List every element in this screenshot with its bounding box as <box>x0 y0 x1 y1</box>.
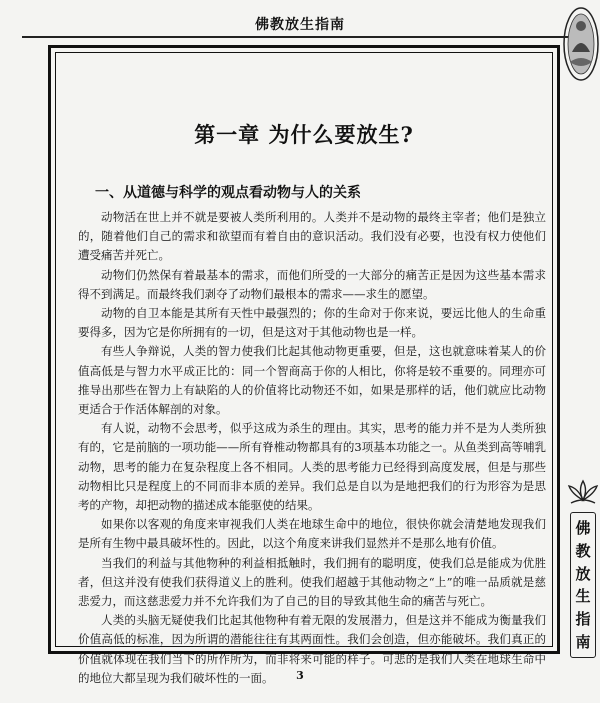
paragraph: 有些人争辩说，人类的智力使我们比起其他动物更重要，但是，这也就意味着某人的价值高低是与智力水平成正比的：同一个智商高于你的人相比，你将是较不重要的。同理亦可推导出那些在智力上有缺陷的人的价值将比动物还不如，如果是那样的话，他们就应比动物更适合于作活体解剖的对象。 <box>78 344 546 417</box>
side-title-char: 生 <box>575 587 591 606</box>
side-title-char: 指 <box>575 609 591 628</box>
side-title-char: 南 <box>575 632 591 651</box>
header-rule <box>22 36 582 38</box>
page-number: 3 <box>296 669 304 682</box>
buddha-emblem-icon <box>562 4 600 84</box>
paragraph: 动物的自卫本能是其所有天性中最强烈的；你的生命对于你来说，要远比他人的生命重要得多，因为它是你所拥有的一切，但是这对于其他动物也是一样。 <box>78 306 546 340</box>
paragraph: 动物们仍然保有着最基本的需求，而他们所受的一大部分的痛苦正是因为这些基本需求得不到满足。而最终我们剥夺了动物们最根本的需求——求生的愿望。 <box>78 267 546 301</box>
side-title-panel <box>570 512 596 658</box>
paragraph: 如果你以客观的角度来审视我们人类在地球生命中的地位，很快你就会清楚地发现我们是所有生物中最具破坏性的。因此，以这个角度来讲我们显然并不是那么地有价值。 <box>78 517 546 551</box>
paragraph: 人类的头脑无疑使我们比起其他物种有着无限的发展潜力，但是这并不能成为衡量我们价值高低的标准，因为所谓的潜能往往有其两面性。我们会创造，但亦能破坏。我们真正的价值就体现在我们当下的所作所为，而非将来可能的样子。可悲的是我们人类在地球生命中的地位大都呈现为我们破坏性的一面。 <box>78 613 546 685</box>
side-title-char: 教 <box>575 541 591 560</box>
paragraph: 动物活在世上并不就是要被人类所利用的。人类并不是动物的最终主宰者；他们是独立的，随着他们自己的需求和欲望而有着自由的意识活动。我们没有必要，也没有权力使他们遭受痛苦并死亡。 <box>78 210 546 263</box>
paragraph: 当我们的利益与其他物种的利益相抵触时，我们拥有的聪明度，使我们总是能成为优胜者，但这并没有使我们获得道义上的胜利。使我们超越于其他动物之“上”的唯一品质就是慈悲爱力，而这慈悲爱力并不允许我们为了自己的目的导致其他生命的痛苦与死亡。 <box>78 555 546 609</box>
lotus-icon <box>566 478 600 506</box>
body-text <box>78 208 546 688</box>
section-title: 一、从道德与科学的观点看动物与人的关系 <box>95 185 361 201</box>
running-header-title: 佛教放生指南 <box>255 17 345 33</box>
chapter-title: 第一章 为什么要放生? <box>194 122 414 147</box>
paragraph: 有人说，动物不会思考，似乎这成为杀生的理由。其实，思考的能力并不是为人类所独有的，它是前脑的一项功能——所有脊椎动物都具有的3项基本功能之一。从鱼类到高等哺乳动物，思考的能力在复杂程度上各不相同。人类的思考能力已经得到高度发展，但是与那些动物相比只是程度上的不同而非本质的差异。我们总是自以为是地把我们的行为形容为是思考的产物，却把动物的描述成本能驱使的结果。 <box>78 421 546 513</box>
side-title-char: 放 <box>575 564 591 583</box>
side-title-char: 佛 <box>575 519 591 538</box>
